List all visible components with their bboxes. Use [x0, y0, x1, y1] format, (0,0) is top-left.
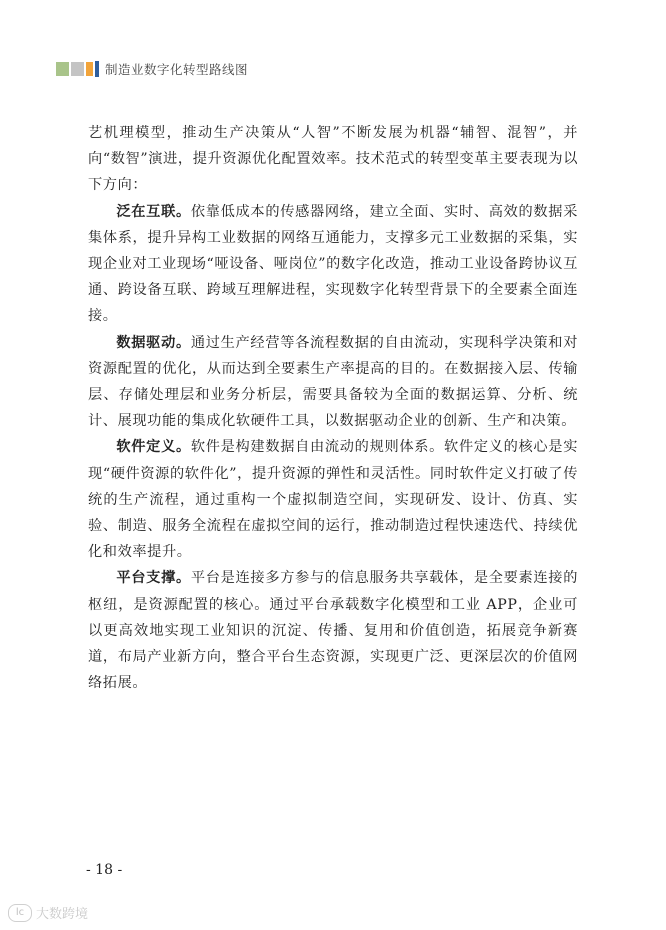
running-header [56, 60, 248, 78]
header-decor-bar [95, 61, 99, 77]
paragraph-ubiquitous-interconnection [88, 199, 578, 330]
body-text [88, 120, 578, 696]
paragraph-continuation [88, 120, 578, 199]
paragraph-lead: 泛在互联。 [116, 203, 191, 220]
paragraph-text: 艺机理模型，推动生产决策从“人智”不断发展为机器“辅智、混智”，并向“数智”演进，提升资源优化配置效率。技术范式的转型变革主要表现为以下方向： [88, 125, 578, 194]
paragraph-lead: 软件定义。 [116, 439, 191, 456]
page-number: - 18 - [86, 862, 123, 878]
watermark [8, 903, 88, 922]
paragraph-text: 软件是构建数据自由流动的规则体系。软件定义的核心是实现“硬件资源的软件化”，提升资源的弹性和灵活性。同时软件定义打破了传统的生产流程，通过重构一个虚拟制造空间，实现研发、设计、仿真、实验、制造、服务全流程在虚拟空间的运行，推动制造过程快速迭代、持续优化和效率提升。 [88, 439, 578, 561]
watermark-text: 大数跨境 [36, 907, 89, 922]
paragraph-software-defined [88, 434, 578, 565]
paragraph-lead: 数据驱动。 [116, 334, 191, 351]
watermark-logo-icon: lc [8, 904, 32, 922]
header-title: 制造业数字化转型路线图 [105, 62, 249, 77]
header-decor-square [56, 62, 69, 76]
paragraph-text: 依靠低成本的传感器网络，建立全面、实时、高效的数据采集体系，提升异构工业数据的网络互通能力，支撑多元工业数据的采集，实现企业对工业现场“哑设备、哑岗位”的数字化改造，推动工业设备跨协议互通、跨设备互联、跨域互理解进程，实现数字化转型背景下的全要素全面连接。 [88, 203, 578, 325]
paragraph-text: 通过生产经营等各流程数据的自由流动，实现科学决策和对资源配置的优化，从而达到全要素生产率提高的目的。在数据接入层、传输层、存储处理层和业务分析层，需要具备较为全面的数据运算、分析、统计、展现功能的集成化软硬件工具，以数据驱动企业的创新、生产和决策。 [88, 334, 578, 430]
paragraph-platform-support [88, 565, 578, 696]
paragraph-data-driven [88, 330, 578, 435]
paragraph-lead: 平台支撑。 [116, 570, 191, 587]
header-decor-square [71, 62, 84, 76]
header-decor-bar [86, 62, 93, 76]
paragraph-text: 平台是连接多方参与的信息服务共享载体，是全要素连接的枢纽，是资源配置的核心。通过平台承载数字化模型和工业 APP，企业可以更高效地实现工业知识的沉淀、传播、复用和价值创造，拓展竞争新赛道，布局产业新方向，整合平台生态资源，实现更广泛、更深层次的价值网络拓展。 [88, 570, 578, 692]
